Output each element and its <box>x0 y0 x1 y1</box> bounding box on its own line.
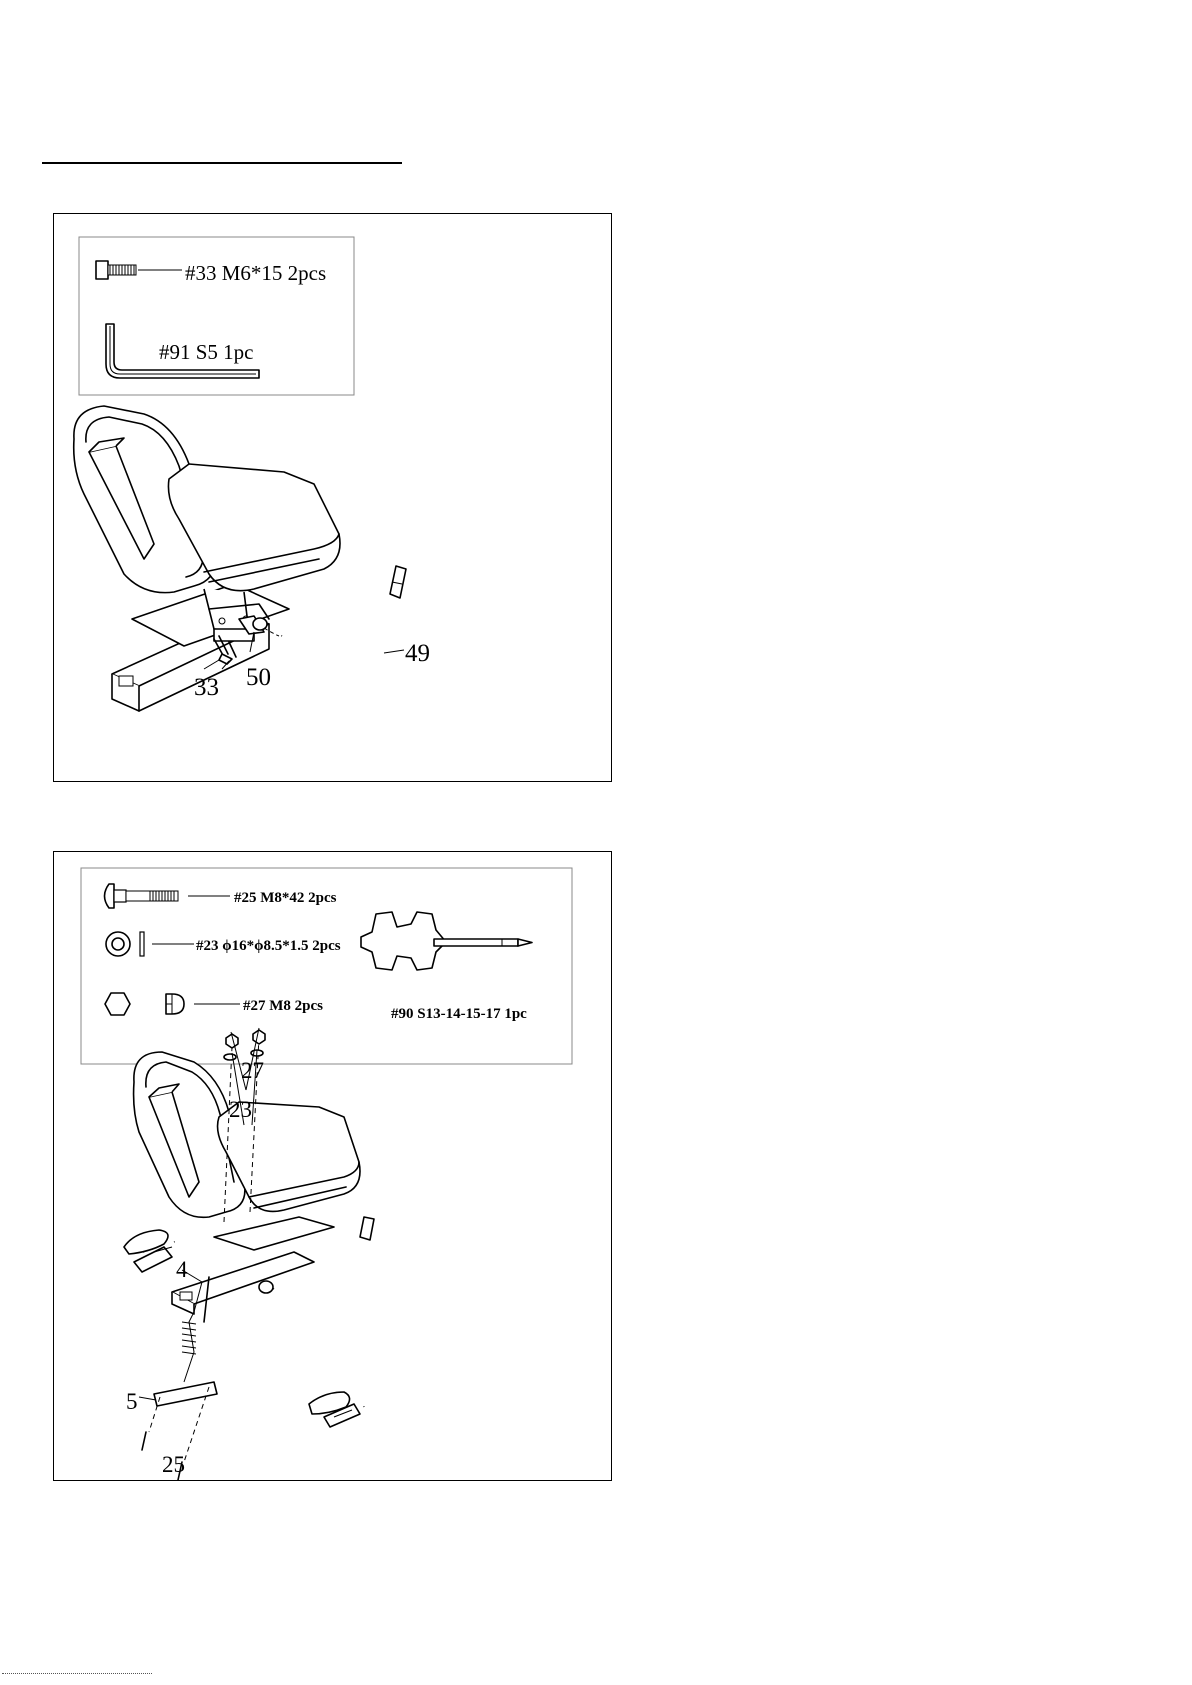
callout-50: 50 <box>246 664 271 691</box>
hardware-label-90: #90 S13-14-15-17 1pc <box>391 1006 527 1022</box>
step-2-diagram <box>54 852 613 1482</box>
callout-5: 5 <box>126 1389 138 1414</box>
hardware-label-23: #23 ϕ16*ϕ8.5*1.5 2pcs <box>196 938 341 954</box>
callout-33: 33 <box>194 674 219 701</box>
recumbent-seat-illustration <box>74 406 406 711</box>
callout-27: 27 <box>241 1058 264 1083</box>
assembly-step-2-panel <box>53 851 612 1481</box>
hardware-label-33: #33 M6*15 2pcs <box>185 261 327 285</box>
callout-23: 23 <box>229 1097 252 1122</box>
carriage-bolt-icon <box>105 884 231 908</box>
hardware-label-25: #25 M8*42 2pcs <box>234 890 337 906</box>
footer-mark <box>2 1673 152 1674</box>
assembly-step-1-panel <box>53 213 612 782</box>
hardware-label-27: #27 M8 2pcs <box>243 998 323 1014</box>
section-title-underline <box>42 162 402 164</box>
multi-wrench-icon <box>361 912 532 970</box>
hardware-label-91: #91 S5 1pc <box>159 340 254 364</box>
nut-icon <box>105 993 240 1015</box>
callout-49: 49 <box>405 640 430 667</box>
callout-25: 25 <box>162 1452 185 1477</box>
step-1-diagram <box>54 214 613 783</box>
washer-icon <box>106 932 194 956</box>
bolt-m6-icon <box>96 261 182 279</box>
callout-4: 4 <box>176 1257 188 1282</box>
